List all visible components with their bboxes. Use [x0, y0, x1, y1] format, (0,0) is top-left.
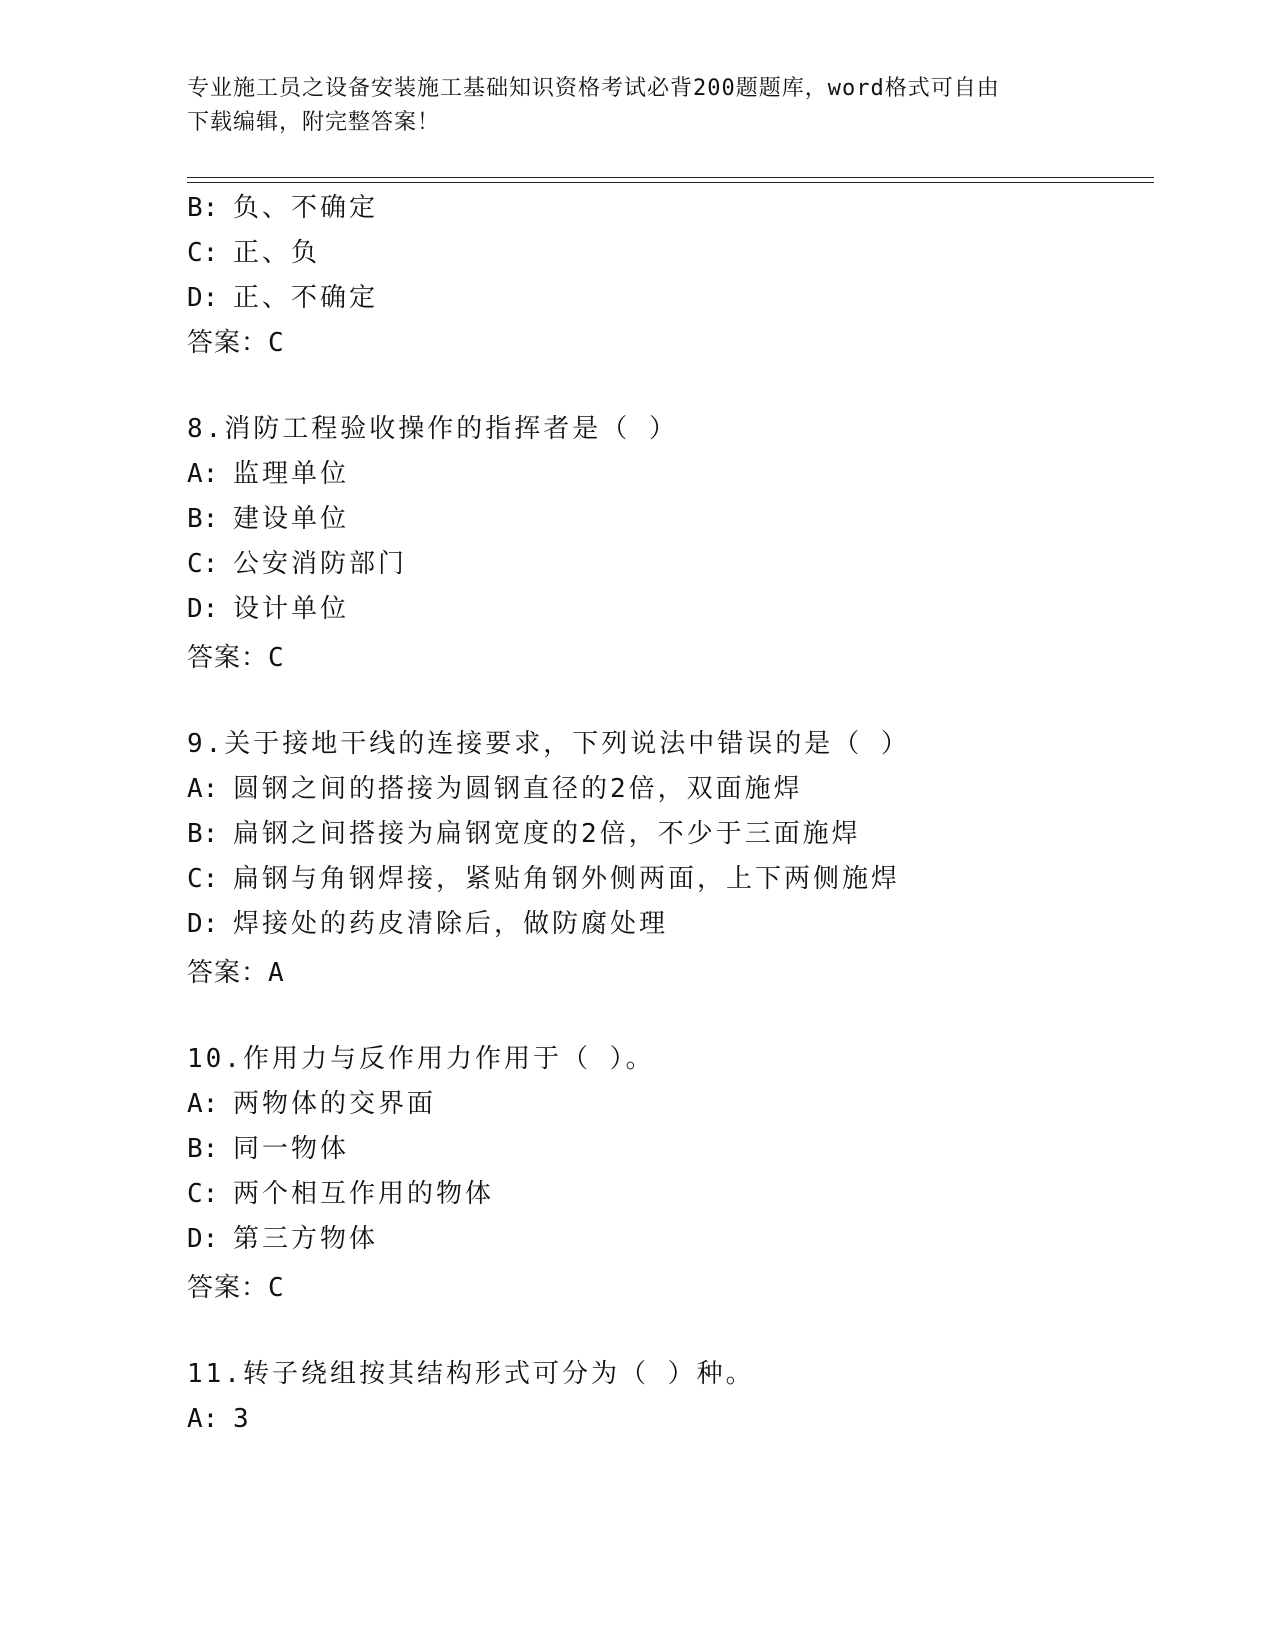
q9-option-c: C: 扁钢与角钢焊接，紧贴角钢外侧两面，上下两侧施焊 [187, 864, 901, 894]
q10-option-b: B: 同一物体 [187, 1134, 350, 1164]
header-rule [187, 177, 1154, 178]
q7-answer: 答案：C [187, 328, 285, 358]
q10-option-c: C: 两个相互作用的物体 [187, 1179, 495, 1209]
q9-option-a: A: 圆钢之间的搭接为圆钢直径的2倍，双面施焊 [187, 774, 803, 804]
q8-option-a: A: 监理单位 [187, 459, 350, 489]
q10-option-a: A: 两物体的交界面 [187, 1089, 437, 1119]
q11-option-a: A: 3 [187, 1404, 252, 1434]
q7-option-b: B: 负、不确定 [187, 193, 379, 223]
q11-stem: 11.转子绕组按其结构形式可分为（ ）种。 [187, 1359, 755, 1389]
page-header [187, 72, 1067, 140]
q8-answer: 答案：C [187, 643, 285, 673]
q10-stem: 10.作用力与反作用力作用于（ ）。 [187, 1044, 655, 1074]
q9-option-d: D: 焊接处的药皮清除后，做防腐处理 [187, 909, 669, 939]
q8-option-c: C: 公安消防部门 [187, 549, 408, 579]
q10-option-d: D: 第三方物体 [187, 1224, 379, 1254]
q7-option-d: D: 正、不确定 [187, 283, 379, 313]
q9-option-b: B: 扁钢之间搭接为扁钢宽度的2倍，不少于三面施焊 [187, 819, 861, 849]
q8-option-d: D: 设计单位 [187, 594, 350, 624]
q10-answer: 答案：C [187, 1273, 285, 1303]
q8-option-b: B: 建设单位 [187, 504, 350, 534]
header-line-2: 下载编辑，附完整答案！ [187, 110, 441, 135]
q8-stem: 8.消防工程验收操作的指挥者是（ ） [187, 414, 678, 444]
q7-option-c: C: 正、负 [187, 238, 321, 268]
q9-stem: 9.关于接地干线的连接要求，下列说法中错误的是（ ） [187, 729, 910, 759]
header-line-1: 专业施工员之设备安装施工基础知识资格考试必背200题题库，word格式可自由 [187, 76, 1000, 101]
q9-answer: 答案：A [187, 958, 285, 988]
header-rule [187, 182, 1154, 183]
